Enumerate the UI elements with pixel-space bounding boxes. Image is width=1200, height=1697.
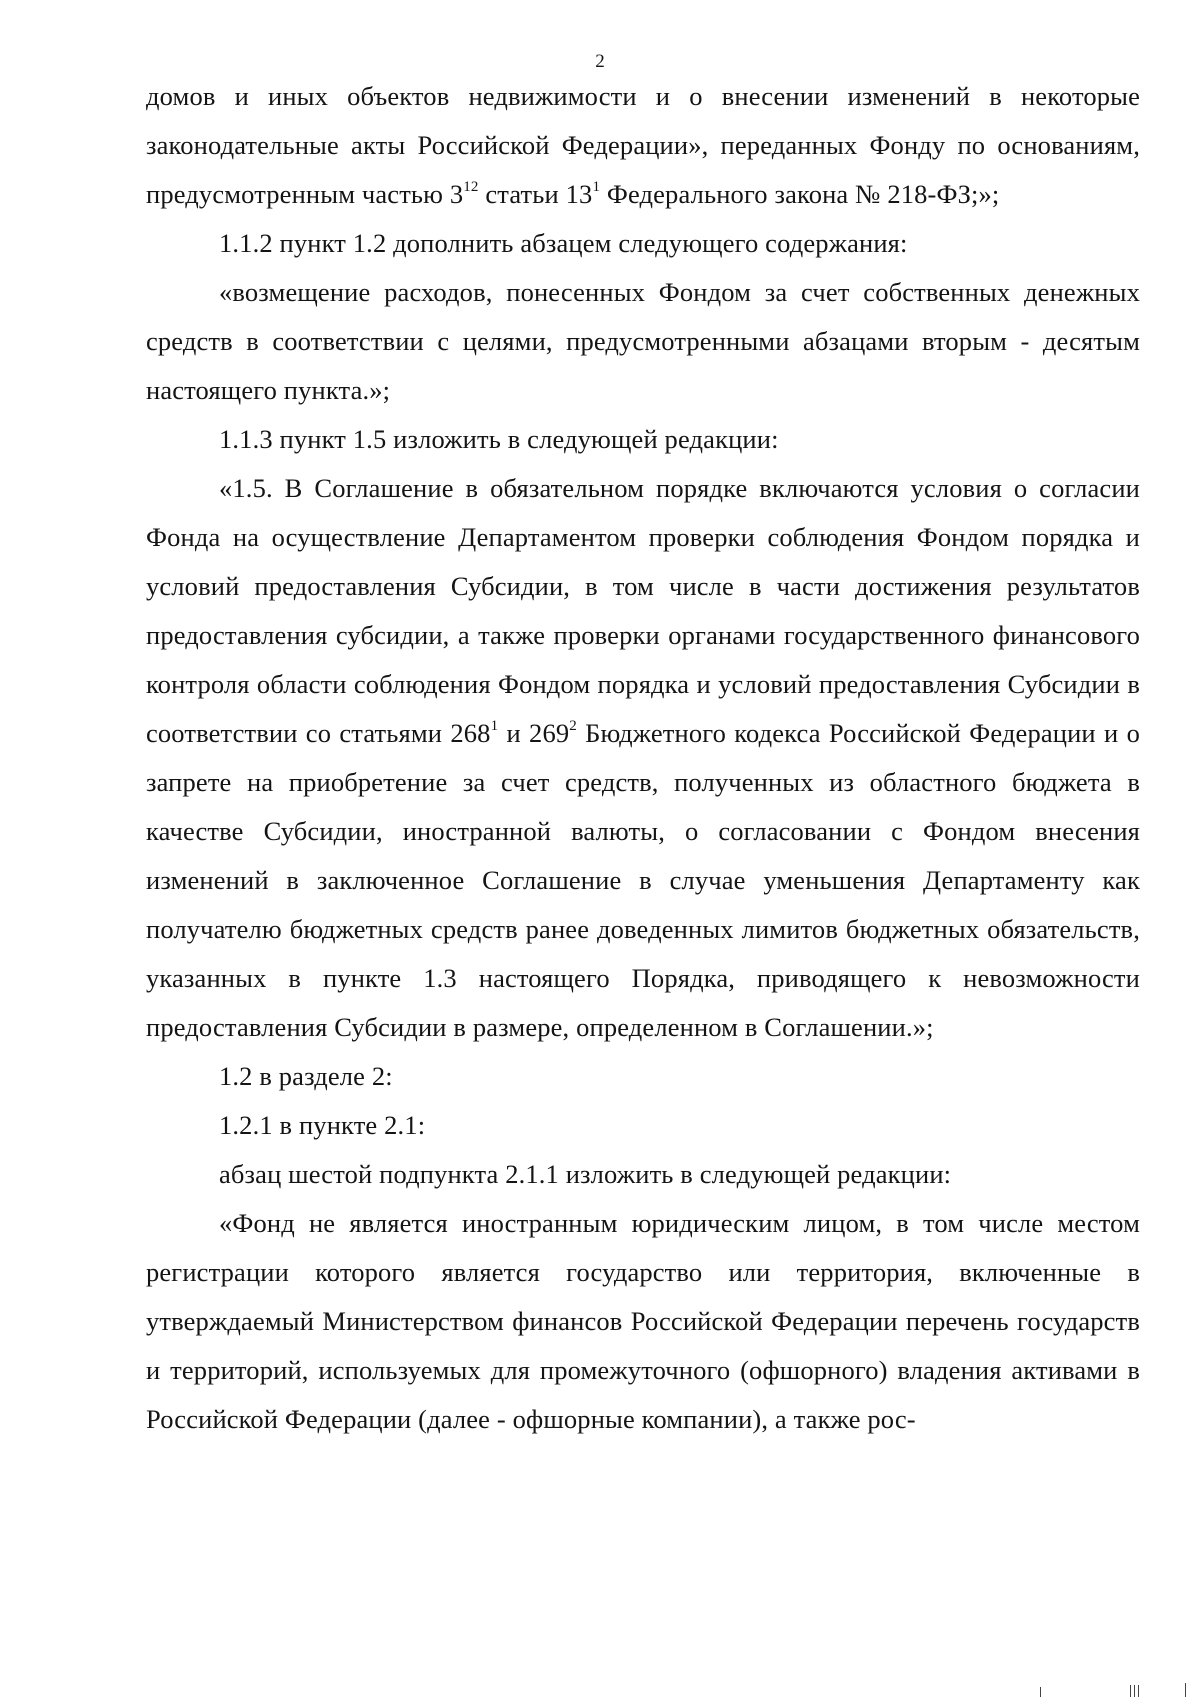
document-body	[146, 72, 1140, 1444]
paragraph-text: Федерального закона № 218-ФЗ;»;	[600, 179, 1000, 209]
paragraph-amendment-1-1-3: 1.1.3 пункт 1.5 изложить в следующей редакции:	[219, 424, 779, 454]
paragraph-section-1-2: 1.2 в разделе 2:	[219, 1061, 393, 1091]
paragraph-quote-fund: «Фонд не является иностранным юридическим лицом, в том числе местом регистрации которого является государство или территория, включенные в утверждаемый Министерством финансов Российской Федерации перечень государств и территорий, используемых для промежуточного (офшорного) владения активами в Российской Федерации (далее - офшорные компании), а также рос-	[146, 1208, 1140, 1434]
paragraph-text: статьи 13	[478, 179, 593, 209]
paragraph-quote-reimbursement: «возмещение расходов, понесенных Фондом за счет собственных денежных средств в соответствии с целями, предусмотренными абзацами вторым - десятым настоящего пункта.»;	[146, 277, 1140, 405]
paragraph-text: «1.5. В Соглашение в обязательном порядке включаются условия о согласии Фонда на осуществление Департаментом проверки соблюдения Фондом порядка и условий предоставления Субсидии, в том числе в части достижения результатов предоставления субсидии, а также проверки органами государственного финансового контроля области соблюдения Фондом порядка и условий предоставления Субсидии в соответствии со статьями 268	[146, 473, 1140, 748]
superscript: 1	[592, 179, 601, 195]
paragraph-quote-1-5	[146, 464, 1140, 1052]
paragraph-text: домов и иных объектов недвижимости и о внесении изменений в некоторые законодательные акты Российской Федерации», переданных Фонду по основаниям, предусмотренным частью 3	[146, 81, 1140, 209]
paragraph-continuation	[146, 72, 1140, 219]
superscript: 1	[490, 718, 499, 734]
paragraph-amendment-1-1-2: 1.1.2 пункт 1.2 дополнить абзацем следующего содержания:	[219, 228, 908, 258]
page-number: 2	[595, 51, 605, 72]
scan-artifact-marks	[900, 1667, 1200, 1697]
paragraph-section-1-2-1: 1.2.1 в пункте 2.1:	[219, 1110, 426, 1140]
paragraph-text: и 269	[498, 718, 570, 748]
paragraph-subclause-2-1-1: абзац шестой подпункта 2.1.1 изложить в следующей редакции:	[219, 1159, 952, 1189]
superscript: 12	[463, 179, 479, 195]
superscript: 2	[569, 718, 577, 734]
paragraph-text: Бюджетного кодекса Российской Федерации и о запрете на приобретение за счет средств, полученных из областного бюджета в качестве Субсидии, иностранной валюты, о согласовании с Фондом внесения изменений в заключенное Соглашение в случае уменьшения Департаменту как получателю бюджетных средств ранее доведенных лимитов бюджетных обязательств, указанных в пункте 1.3 настоящего Порядка, приводящего к невозможности предоставления Субсидии в размере, определенном в Соглашении.»;	[146, 718, 1140, 1042]
